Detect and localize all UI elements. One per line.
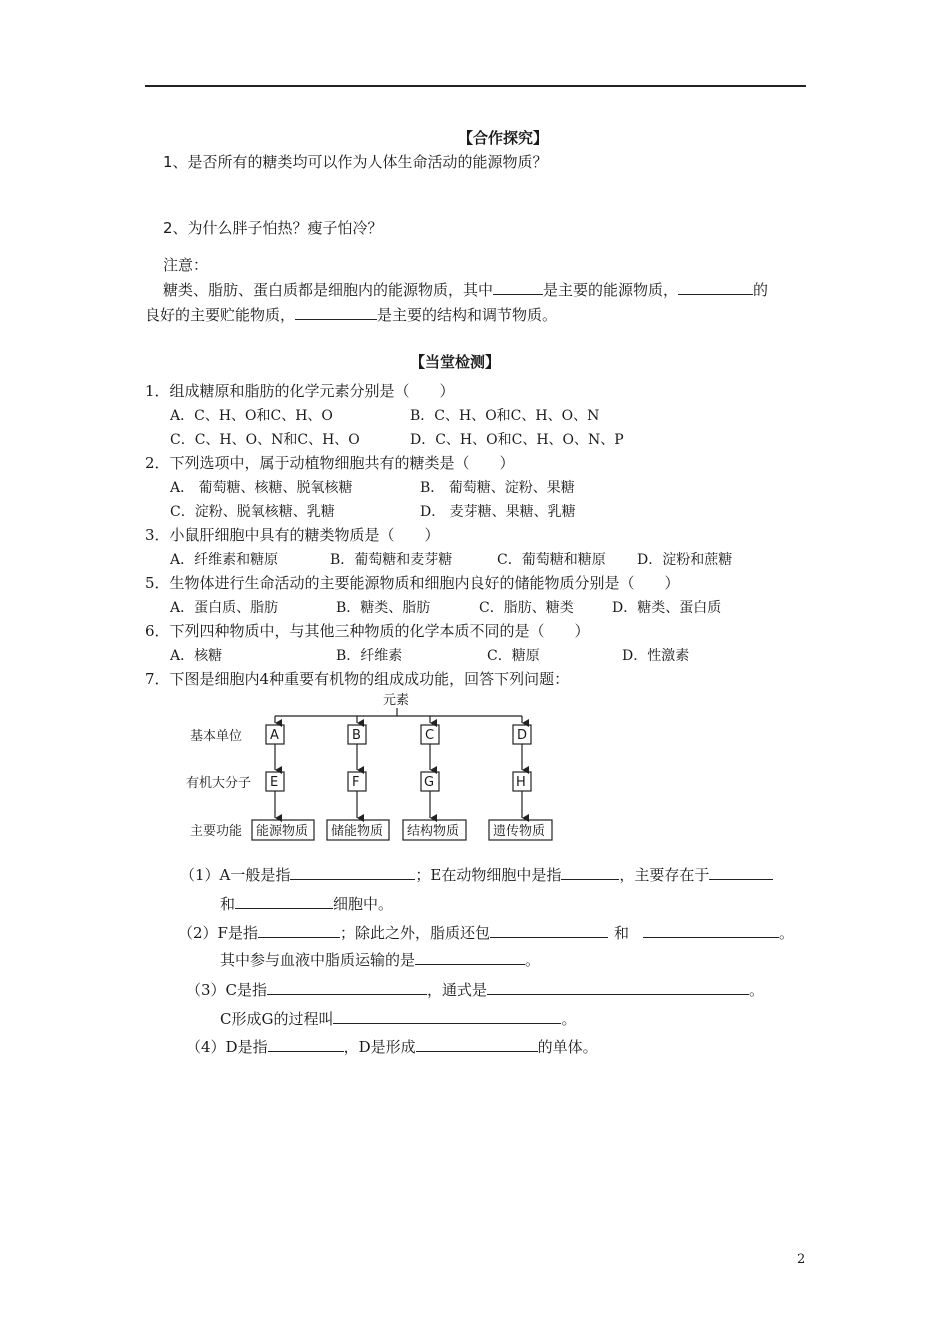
option: B．纤维素 — [336, 648, 403, 664]
blank[interactable] — [290, 865, 415, 880]
option: C．淀粉、脱氧核糖、乳糖 — [170, 504, 335, 520]
blank[interactable] — [490, 923, 608, 938]
option: A．核糖 — [170, 648, 223, 664]
fill-text: 。 — [561, 1010, 577, 1028]
option: B． 葡萄糖、淀粉、果糖 — [420, 480, 575, 496]
fill-text: 。 — [525, 951, 541, 969]
coop-question-2: 2、为什么胖子怕热？瘦子怕冷？ — [163, 219, 383, 237]
unit-label: D — [517, 728, 528, 743]
coop-title: 【合作探究】 — [458, 129, 549, 147]
fill-text: 。 — [778, 924, 794, 942]
macro-label: G — [424, 775, 435, 790]
option: C．脂肪、糖类 — [479, 600, 574, 616]
note-label: 注意： — [163, 256, 209, 274]
fill-text: 其中参与血液中脂质运输的是 — [220, 951, 416, 969]
fill-text: ，主要存在于 — [619, 866, 710, 884]
fill-line-7 — [186, 1036, 598, 1057]
blank[interactable] — [258, 923, 340, 938]
note-text-b: 是主要的能源物质， — [543, 281, 679, 299]
fill-text: ，D是形成 — [343, 1038, 416, 1056]
option: B．糖类、脂肪 — [336, 600, 431, 616]
blank[interactable] — [333, 1009, 561, 1024]
diagram-top-label: 元素 — [383, 693, 410, 708]
option: B．葡萄糖和麦芽糖 — [330, 552, 453, 568]
blank[interactable] — [487, 980, 749, 995]
row-label-units: 基本单位 — [190, 729, 243, 744]
option: C．C、H、O、N和C、H、O — [170, 432, 360, 448]
question-stem: 6．下列四种物质中，与其他三种物质的化学本质不同的是（ ） — [145, 622, 590, 640]
function-label: 遗传物质 — [493, 824, 546, 839]
blank[interactable] — [643, 923, 779, 938]
blank[interactable] — [268, 1037, 344, 1052]
page-number: 2 — [797, 1252, 806, 1267]
function-label: 能源物质 — [256, 824, 309, 839]
option: C．葡萄糖和糖原 — [497, 552, 606, 568]
fill-text: ；E在动物细胞中是指 — [415, 866, 562, 884]
fill-line-4 — [220, 949, 540, 970]
option: D． 麦芽糖、果糖、乳糖 — [420, 504, 576, 520]
note-text-c: 的 — [753, 281, 769, 299]
function-label: 储能物质 — [331, 824, 384, 839]
fill-line-1 — [180, 864, 773, 885]
blank[interactable] — [709, 865, 773, 880]
fill-text: （3）C是指 — [186, 981, 268, 999]
option: A．C、H、O和C、H、O — [170, 408, 333, 424]
question-stem: 7．下图是细胞内4种重要有机物的组成成功能，回答下列问题： — [145, 670, 570, 688]
question-stem: 1．组成糖原和脂肪的化学元素分别是（ ） — [145, 382, 455, 400]
option: B．C、H、O和C、H、O、N — [410, 408, 600, 424]
fill-text: （4）D是指 — [186, 1038, 268, 1056]
option: A． 葡萄糖、核糖、脱氧核糖 — [170, 480, 353, 496]
fill-text: 和 — [613, 924, 629, 942]
row-label-functions: 主要功能 — [190, 824, 243, 839]
note-text-e: 是主要的结构和调节物质。 — [377, 306, 558, 324]
fill-text: 的单体。 — [537, 1038, 598, 1056]
option: A．蛋白质、脂肪 — [170, 600, 279, 616]
row-label-macros: 有机大分子 — [186, 776, 252, 791]
fill-text: （2）F是指 — [178, 924, 258, 942]
fill-line-6 — [220, 1008, 576, 1029]
fill-text: 和 — [220, 895, 236, 913]
unit-label: B — [352, 728, 361, 743]
blank[interactable] — [416, 1037, 538, 1052]
fill-line-3 — [178, 922, 794, 943]
note-text-d: 良好的主要贮能物质， — [145, 306, 296, 324]
option: D．糖类、蛋白质 — [612, 600, 722, 616]
blank[interactable] — [415, 950, 525, 965]
blank[interactable] — [235, 894, 333, 909]
blank[interactable] — [267, 980, 427, 995]
fill-text: （1）A一般是指 — [180, 866, 291, 884]
unit-label: C — [425, 728, 435, 743]
macro-label: F — [352, 775, 360, 790]
test-title: 【当堂检测】 — [410, 353, 501, 371]
function-label: 结构物质 — [407, 824, 460, 839]
question-stem: 5．生物体进行生命活动的主要能源物质和细胞内良好的储能物质分别是（ ） — [145, 574, 680, 592]
note-text-a: 糖类、脂肪、蛋白质都是细胞内的能源物质，其中 — [163, 281, 494, 299]
unit-label: A — [270, 728, 279, 743]
option: D．淀粉和蔗糖 — [637, 552, 733, 568]
fill-text: ，通式是 — [427, 981, 488, 999]
fill-text: ；除此之外，脂质还包 — [339, 924, 490, 942]
option: C．糖原 — [487, 648, 540, 664]
fill-line-2 — [220, 893, 393, 914]
macro-label: H — [516, 775, 526, 790]
coop-question-1: 1、是否所有的糖类均可以作为人体生命活动的能源物质？ — [163, 153, 548, 171]
fill-text: 。 — [749, 981, 765, 999]
question-stem: 3．小鼠肝细胞中具有的糖类物质是（ ） — [145, 526, 440, 544]
question-stem: 2．下列选项中，属于动植物细胞共有的糖类是（ ） — [145, 454, 515, 472]
option: D．C、H、O和C、H、O、N、P — [410, 432, 624, 448]
fill-text: C形成G的过程叫 — [220, 1010, 334, 1028]
blank[interactable] — [561, 865, 619, 880]
macro-label: E — [270, 775, 279, 790]
option: A．纤维素和糖原 — [170, 552, 279, 568]
fill-text: 细胞中。 — [333, 895, 394, 913]
fill-line-5 — [186, 979, 764, 1000]
option: D．性激素 — [622, 648, 690, 664]
